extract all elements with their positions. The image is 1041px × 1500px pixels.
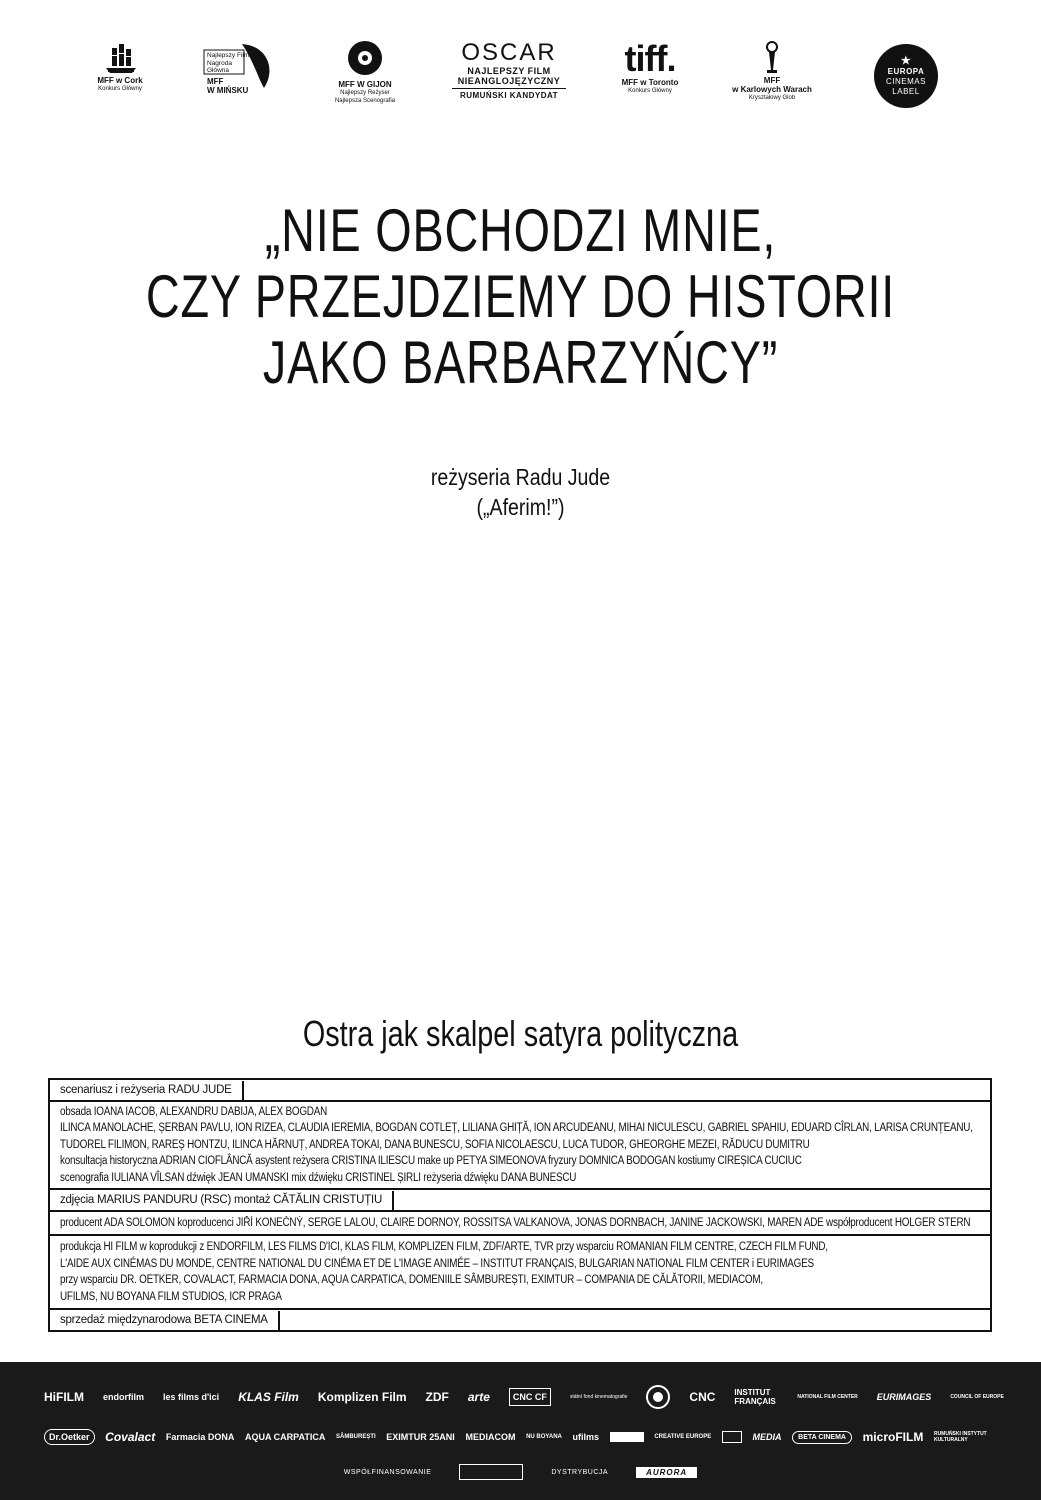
institut-francais-logo: INSTITUT FRANÇAIS	[734, 1388, 776, 1406]
ship-icon	[100, 40, 140, 76]
laurel-title: MFF W GIJON	[338, 80, 392, 89]
sponsor-logos-row-1	[44, 1380, 1004, 1414]
arte-logo: arte	[467, 1390, 490, 1404]
klas-film-logo: KLAS Film	[238, 1390, 299, 1404]
film-reel-icon	[646, 1385, 670, 1409]
oscar-divider	[452, 88, 566, 89]
oscar-wordmark: OSCAR	[461, 39, 557, 66]
sponsor-band	[0, 1362, 1041, 1500]
crew-line: konsultacja historyczna ADRIAN CIOFLÂNCĂ asystent reżysera CRISTINA ILIESCU make up PETYA SIMEONOVA fryzury DOMNICA BODOGAN kostiumy CIREȘICA CUCIUC	[60, 1155, 802, 1167]
sales-credit: sprzedaż międzynarodowa BETA CINEMA	[50, 1311, 280, 1330]
nu-boyana-logo: NU BOYANA	[526, 1434, 562, 1440]
credits-block	[48, 1078, 992, 1332]
eurimages-logo: EURIMAGES	[876, 1392, 932, 1402]
samburesti-logo: SÂMBUREȘTI	[335, 1434, 376, 1440]
laurel-subtitle: W MIŃSKU	[207, 86, 249, 95]
production-line: przy wsparciu DR. OETKER, COVALACT, FARMACIA DONA, AQUA CARPATICA, DOMENIILE SÂMBUREȘTI, EXIMTUR – COMPANIA DE CĂLĂTORII, MEDIACOM,	[60, 1274, 763, 1286]
bulgarian-film-center-logo: NATIONAL FILM CENTER	[797, 1394, 858, 1400]
aurora-logo: AURORA	[636, 1467, 697, 1478]
komplizen-film-logo: Komplizen Film	[317, 1390, 407, 1404]
ufilms-logo: ufilms	[572, 1432, 600, 1442]
laurel-gijon	[328, 40, 402, 105]
minsk-inner-text: Najlepszy Film Nagroda Główna	[207, 52, 250, 74]
endorfilm-logo: endorfilm	[103, 1392, 145, 1402]
laurel-subtitle: Konkurs Główny	[628, 88, 672, 94]
media-logo: MEDIA	[752, 1432, 782, 1442]
sponsor-logos-row-2	[44, 1420, 1004, 1454]
creative-europe-logo: CREATIVE EUROPE	[654, 1434, 712, 1440]
farmacia-dona-logo: Farmacia DONA	[165, 1432, 235, 1442]
oscar-line-2: NIEANGLOJĘZYCZNY	[457, 76, 561, 86]
target-icon	[347, 40, 383, 76]
dr-oetker-logo: Dr.Oetker	[44, 1429, 95, 1445]
credits-row-production	[50, 1234, 990, 1308]
council-of-europe-logo: COUNCIL OF EUROPE	[950, 1394, 1004, 1400]
title-line-3: JAKO BARBARZYŃCY”	[262, 329, 779, 396]
title-line-2: CZY PRZEJDZIEMY DO HISTORII	[145, 263, 896, 330]
laurel-title: MFF	[207, 77, 224, 86]
distribution-label: DYSTRYBUCJA	[551, 1468, 609, 1476]
cnc-logo: CNC	[689, 1390, 716, 1404]
beta-cinema-logo: BETA CINEMA	[792, 1431, 852, 1444]
eu-program-icon	[610, 1432, 644, 1442]
europa-cinemas-label: ★ EUROPA CINEMAS LABEL	[874, 44, 940, 108]
festival-laurels	[80, 40, 960, 130]
romanian-cultural-institute-logo: RUMUŃSKI INSTYTUT KULTURALNY	[933, 1431, 987, 1443]
cofinance-label: WSPÓŁFINANSOWANIE	[343, 1468, 432, 1476]
title-line-1: „NIE OBCHODZI MNIE,	[264, 197, 777, 264]
production-line: UFILMS, NU BOYANA FILM STUDIOS, ICR PRAGA	[60, 1290, 282, 1303]
laurel-title-1: MFF	[763, 76, 781, 85]
aqua-carpatica-logo: AQUA CARPATICA	[245, 1432, 326, 1442]
film-title	[115, 198, 927, 396]
les-films-dici-logo: les films d'ici	[163, 1392, 220, 1402]
covalact-logo: Covalact	[105, 1430, 156, 1444]
credits-row-camera	[50, 1188, 990, 1210]
eu-cofinance-box	[459, 1464, 523, 1480]
hifilm-logo: HiFILM	[44, 1390, 84, 1404]
eximtur-logo: EXIMTUR 25ANI	[386, 1432, 455, 1442]
laurel-subtitle: Najlepszy Reżyser	[340, 90, 390, 96]
previous-film: („Aferim!”)	[476, 494, 565, 520]
director-line: reżyseria Radu Jude	[430, 464, 611, 490]
laurel-cork	[88, 40, 152, 93]
oscar-line-1: NAJLEPSZY FILM	[467, 66, 551, 76]
mediacom-logo: MEDIACOM	[465, 1432, 516, 1442]
laurel-tiff	[610, 40, 690, 95]
credits-row-producers	[50, 1210, 990, 1235]
cast-line: ILINCA MANOLACHE, ȘERBAN PAVLU, ION RIZEA, CLAUDIA IEREMIA, BOGDAN COTLEȚ, LILIANA GHIȚĂ, ION ARCUDEANU, MIHAI NICULESCU, GABRIEL SPAHIU, EDUARD CÎRLAN, LARISA CRUNȚEANU,	[60, 1122, 973, 1134]
laurel-subtitle: Kryształowy Glob	[748, 95, 796, 101]
laurel-karlovy-vary	[730, 40, 814, 102]
camera-credit: zdjęcia MARIUS PANDURU (RSC) montaż CĂTĂLIN CRISTUȚIU	[50, 1191, 394, 1210]
czech-film-fund-logo: státní fond kinematografie	[569, 1394, 628, 1400]
production-line: L'AIDE AUX CINÉMAS DU MONDE, CENTRE NATIONAL DU CINÉMA ET DE L'IMAGE ANIMÉE – INSTITUT FRANÇAIS, BULGARIAN NATIONAL FILM CENTER i EURIMAGES	[60, 1257, 814, 1270]
laurel-subtitle: Konkurs Główny	[98, 86, 142, 92]
sponsor-footer	[0, 1464, 1041, 1480]
oscar-line-3: RUMUŃSKI KANDYDAT	[459, 91, 559, 100]
cnc-cf-logo: CNC CF	[509, 1388, 551, 1406]
cast-line: TUDOREL FILIMON, RAREȘ HONTZU, ILINCA HĂRNUȚ, ANDREA TOKAI, DANA BUNESCU, SOFIA NICOLAESCU, LUCA TUDOR, GHEORGHE MEZEI, RĂDUCU DUMITRU	[60, 1138, 810, 1151]
laurel-title-2: w Karlowych Warach	[732, 85, 812, 94]
star-icon: ★	[900, 54, 912, 67]
tiff-wordmark: tiff.	[624, 38, 676, 79]
cast-line: obsada IOANA IACOB, ALEXANDRU DABIJA, ALEX BOGDAN	[60, 1105, 328, 1118]
crystal-globe-icon	[762, 40, 782, 76]
media-box-icon	[722, 1431, 742, 1443]
producers-credit: producent ADA SOLOMON koproducenci JIŘÍ KONEČNÝ, SERGE LALOU, CLAIRE DORNOY, ROSSITSA VALKANOVA, JONAS DORNBACH, JANINE JACKOWSKI, MAREN ADE współproducent HOLGER STERN	[60, 1216, 971, 1229]
production-line: produkcja HI FILM w koprodukcji z ENDORFILM, LES FILMS D'ICI, KLAS FILM, KOMPLIZEN FILM, ZDF/ARTE, TVR przy wsparciu ROMANIAN FILM CENTRE, CZECH FILM FUND,	[60, 1241, 828, 1253]
credits-row-cast	[50, 1100, 990, 1189]
laurel-title: MFF w Toronto	[621, 78, 679, 87]
laurel-title: MFF w Cork	[97, 76, 143, 85]
zdf-logo: ZDF	[425, 1390, 449, 1404]
crew-line: scenografia IULIANA VÎLSAN dźwięk JEAN UMANSKI mix dźwięku CRISTINEL ȘIRLI reżyseria dźwięku DANA BUNESCU	[60, 1171, 577, 1184]
tagline: Ostra jak skalpel satyra polityczna	[302, 1013, 739, 1054]
writer-credit: scenariusz i reżyseria RADU JUDE	[50, 1081, 244, 1100]
microfilm-logo: microFILM	[862, 1430, 924, 1444]
credits-row-sales	[50, 1308, 990, 1330]
laurel-oscar	[444, 40, 574, 101]
laurel-minsk	[198, 40, 278, 96]
laurel-subtitle-2: Najlepsza Scenografia	[334, 98, 396, 104]
credits-row-writer	[50, 1080, 990, 1100]
director-credit	[78, 462, 963, 522]
